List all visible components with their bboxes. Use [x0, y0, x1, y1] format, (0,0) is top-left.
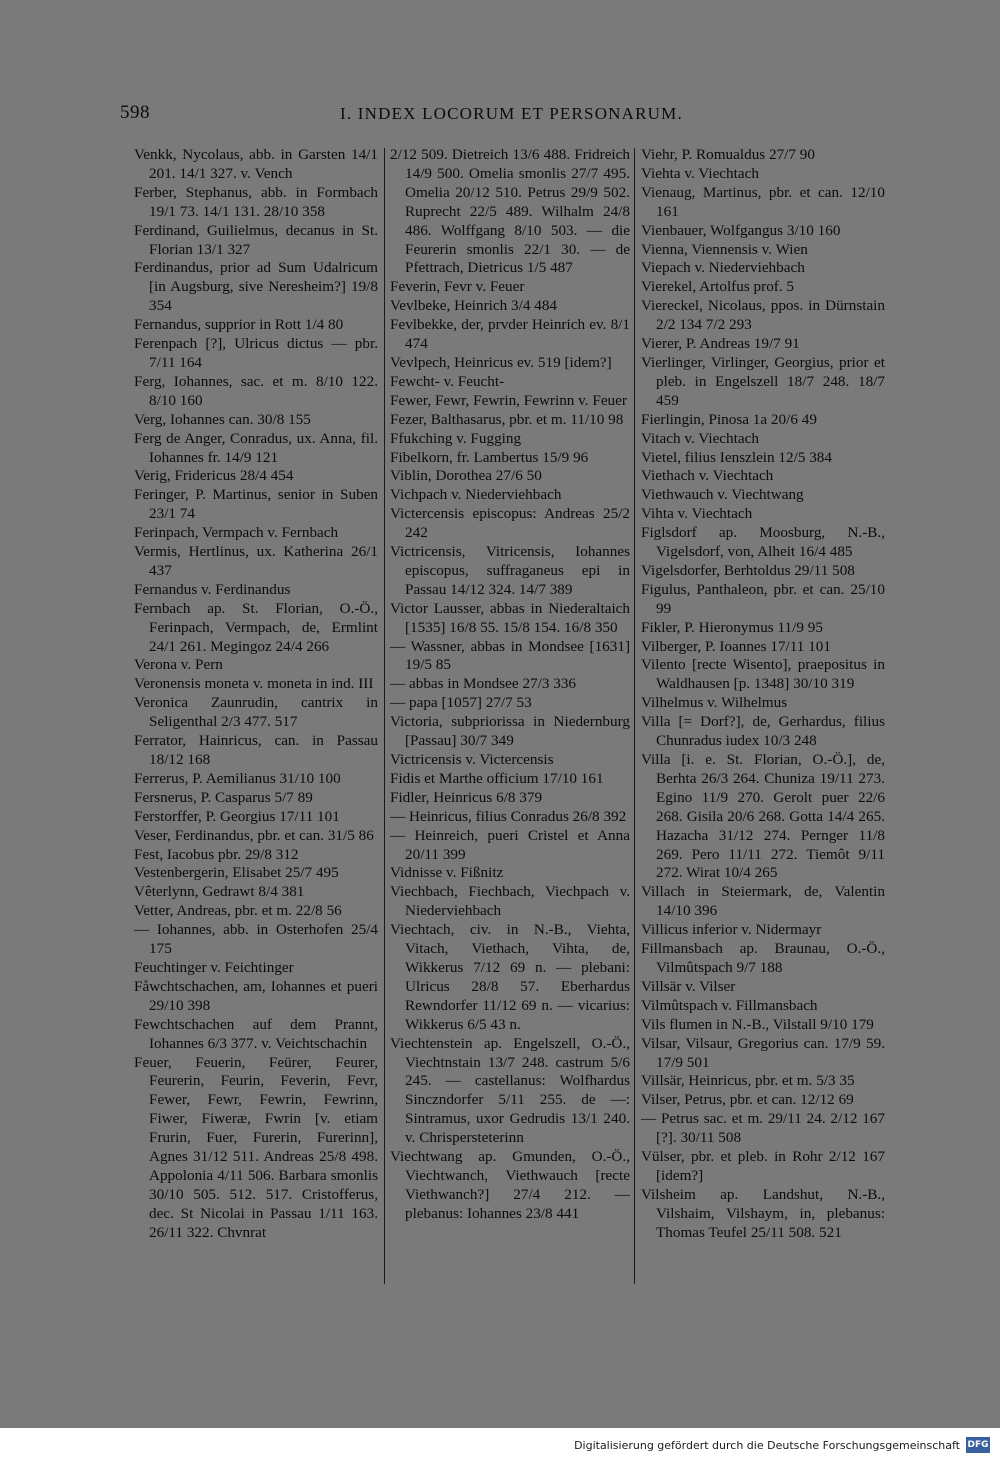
- index-entry: Vilmûtspach v. Fillmansbach: [641, 996, 818, 1014]
- index-entry: — Heinricus, filius Conradus 26/8 392: [390, 807, 627, 825]
- index-entry: Viethach v. Viechtach: [641, 467, 774, 485]
- index-entry: Feverin, Fevr v. Feuer: [390, 278, 525, 296]
- index-entry: Ffukching v. Fugging: [390, 429, 522, 447]
- index-entry: Fezer, Balthasarus, pbr. et m. 11/10 98: [390, 410, 624, 428]
- footer-credit: Digitalisierung gefördert durch die Deutsche Forschungsgemeinschaft: [574, 1439, 960, 1452]
- index-entry: Villa [i. e. St. Florian, O.-Ö.], de, Berhta 26/3 264. Chuniza 19/11 273. Egino 11/9 270. Gerolt puer 22/6 268. Gisila 20/6 268. Gotta 14/4 265. Hazacha 31/12 274. Pernger 11/8 269. Pero 11/11 272. Tiemôt 9/11 272. Wirat 10/4 265: [641, 751, 885, 882]
- index-entry: Villsär v. Vilser: [641, 977, 736, 995]
- index-entry: Ferdinandus, prior ad Sum Udalricum [in Augsburg, sive Neresheim?] 19/8 354: [134, 259, 378, 315]
- index-entry: Vilento [recte Wisento], praepositus in Waldhausen [p. 1348] 30/10 319: [641, 656, 885, 693]
- index-column-2: [390, 146, 630, 1224]
- index-entry: Verig, Fridericus 28/4 454: [134, 467, 294, 485]
- index-entry: Vierlinger, Virlinger, Georgius, prior et pleb. in Engelszell 18/7 248. 18/7 459: [641, 353, 885, 409]
- index-entry: Ferenpach [?], Ulricus dictus — pbr. 7/11 164: [134, 335, 378, 371]
- index-entry: Fernandus v. Ferdinandus: [134, 580, 291, 598]
- index-entry: Villach in Steiermark, de, Valentin 14/10 396: [641, 883, 885, 920]
- index-entry: Veser, Ferdinandus, pbr. et can. 31/5 86: [134, 826, 374, 844]
- index-entry: — Iohannes, abb. in Osterhofen 25/4 175: [134, 921, 378, 958]
- index-entry: Viblin, Dorothea 27/6 50: [390, 467, 542, 485]
- index-entry: Vienbauer, Wolfgangus 3/10 160: [641, 221, 841, 239]
- index-entry: Fevlbekke, der, prvder Heinrich ev. 8/1 474: [390, 316, 630, 353]
- dfg-logo: DFG: [966, 1437, 990, 1453]
- index-entry: Fernandus, supprior in Rott 1/4 80: [134, 316, 344, 334]
- index-entry: Feringer, P. Martinus, senior in Suben 23/1 74: [134, 486, 378, 523]
- index-entry: Vienna, Viennensis v. Wien: [641, 240, 808, 258]
- index-entry: Veronensis moneta v. moneta in ind. III: [134, 675, 374, 693]
- index-entry: Fewcht- v. Feucht-: [390, 372, 505, 390]
- digitization-footer: [0, 1428, 1000, 1466]
- index-entry: Fidler, Heinricus 6/8 379: [390, 788, 543, 806]
- index-column-1: [134, 146, 378, 1243]
- index-entry: Vils flumen in N.-B., Vilstall 9/10 179: [641, 1015, 874, 1033]
- index-entry: Fibelkorn, fr. Lambertus 15/9 96: [390, 448, 589, 466]
- index-entry: Ferinpach, Vermpach v. Fernbach: [134, 524, 339, 542]
- index-entry: Ferg, Iohannes, sac. et m. 8/10 122. 8/10 160: [134, 372, 378, 409]
- index-entry: Vermis, Hertlinus, ux. Katherina 26/1 437: [134, 543, 378, 579]
- index-entry: Vitach v. Viechtach: [641, 429, 759, 447]
- index-entry: Vetter, Andreas, pbr. et m. 22/8 56: [134, 902, 342, 920]
- index-entry: Fernbach ap. St. Florian, O.-Ö., Ferinpach, Vermpach, de, Ermlint 24/1 261. Megingoz 24/4 266: [134, 599, 378, 655]
- index-entry: Villicus inferior v. Nidermayr: [641, 921, 822, 939]
- index-entry: Victricensis, Vitricensis, Iohannes episcopus, suffraganeus epi in Passau 14/12 324. 14/7 389: [390, 543, 630, 598]
- index-entry: Fest, Iacobus pbr. 29/8 312: [134, 845, 299, 863]
- index-entry: Vevlbeke, Heinrich 3/4 484: [390, 297, 558, 315]
- index-entry: Viechtenstein ap. Engelszell, O.-Ö., Viechtnstain 13/7 248. castrum 5/6 245. — castellanus: Wolfhardus Sinczndorfer 5/11 255. de —: Sintramus, uxor Gedrudis 13/1 240. v. Chrispersteterinn: [390, 1034, 630, 1147]
- index-entry: Viethwauch v. Viechtwang: [641, 486, 804, 504]
- index-entry: Viehr, P. Romualdus 27/7 90: [641, 146, 815, 163]
- index-entry: Feuer, Feuerin, Feürer, Feurer, Feurerin, Feurin, Feverin, Fevr, Fewer, Fewr, Fewrin, Fewrinn, Fiwer, Fiweræ, Fwrin [v. etiam Frurin, Fuer, Furerin, Furerinn], Agnes 31/12 511. Andreas 25/8 498. Appolonia 4/11 506. Barbara smonlis 30/10 505. 512. 517. Cristofferus, dec. St Nicolai in Passau 1/11 163. 26/11 322. Chvnrat: [134, 1053, 378, 1241]
- index-entry: Figulus, Panthaleon, pbr. et can. 25/10 99: [641, 580, 885, 617]
- index-entry: Ferstorffer, P. Georgius 17/11 101: [134, 807, 340, 825]
- index-entry: 2/12 509. Dietreich 13/6 488. Fridreich 14/9 500. Omelia smonlis 27/7 495. Omelia 20/12 510. Petrus 29/9 502. Ruprecht 22/5 489. Wilhalm 24/8 486. Wolffgang 8/10 503. — die Feurerin smonlis 22/1 30. — de Pfettrach, Dietricus 1/5 487: [390, 146, 630, 277]
- index-entry: Feuchtinger v. Feichtinger: [134, 958, 294, 976]
- index-entry: Ferrator, Hainricus, can. in Passau 18/12 168: [134, 732, 378, 768]
- index-entry: Victercensis episcopus: Andreas 25/2 242: [390, 505, 630, 542]
- index-entry: Ferrerus, P. Aemilianus 31/10 100: [134, 769, 341, 787]
- index-entry: Fewer, Fewr, Fewrin, Fewrinn v. Feuer: [390, 391, 627, 409]
- index-entry: Veronica Zaunrudin, cantrix in Seligenthal 2/3 477. 517: [134, 694, 378, 731]
- index-entry: Fidis et Marthe officium 17/10 161: [390, 769, 604, 787]
- index-entry: Vierekel, Artolfus prof. 5: [641, 278, 795, 296]
- page-number: 598: [120, 102, 150, 123]
- index-entry: Victor Lausser, abbas in Niederaltaich [1535] 16/8 55. 15/8 154. 16/8 350: [390, 599, 630, 636]
- index-entry: Verg, Iohannes can. 30/8 155: [134, 410, 311, 428]
- index-entry: Vierer, P. Andreas 19/7 91: [641, 335, 800, 353]
- index-entry: Vilhelmus v. Wilhelmus: [641, 694, 788, 712]
- index-entry: — abbas in Mondsee 27/3 336: [390, 675, 577, 693]
- index-entry: Vevlpech, Heinricus ev. 519 [idem?]: [390, 353, 612, 371]
- index-entry: Viechbach, Fiechbach, Viechpach v. Niederviehbach: [390, 883, 630, 920]
- index-entry: Fåwchtschachen, am, Iohannes et pueri 29/10 398: [134, 977, 378, 1014]
- index-entry: Fersnerus, P. Casparus 5/7 89: [134, 788, 313, 806]
- index-entry: Ferg de Anger, Conradus, ux. Anna, fil. Iohannes fr. 14/9 121: [134, 429, 378, 466]
- column-divider: [384, 148, 385, 1284]
- index-entry: Vilsar, Vilsaur, Gregorius can. 17/9 59. 17/9 501: [641, 1034, 885, 1071]
- index-entry: Ferdinand, Guilielmus, decanus in St. Florian 13/1 327: [134, 221, 378, 258]
- index-entry: — Petrus sac. et m. 29/11 24. 2/12 167 [?]. 30/11 508: [641, 1110, 885, 1147]
- index-entry: Victoria, subpriorissa in Niedernburg [Passau] 30/7 349: [390, 713, 630, 750]
- index-entry: Vilberger, P. Ioannes 17/11 101: [641, 637, 831, 655]
- index-entry: Venkk, Nycolaus, abb. in Garsten 14/1 201. 14/1 327. v. Vench: [134, 146, 378, 182]
- index-entry: — Wassner, abbas in Mondsee [1631] 19/5 85: [390, 637, 630, 674]
- index-entry: — Heinreich, pueri Cristel et Anna 20/11 399: [390, 826, 630, 863]
- index-entry: Viechtach, civ. in N.-B., Viehta, Vitach, Viethach, Vihta, de, Wikkerus 7/12 69 n. — plebani: Ulricus 28/8 57. Eberhardus Rewndorfer 11/12 69 n. — vicarius: Wikkerus 6/5 43 n.: [390, 921, 630, 1033]
- index-entry: Viehta v. Viechtach: [641, 164, 759, 182]
- index-entry: Vietel, filius Ienszlein 12/5 384: [641, 448, 832, 466]
- index-entry: — papa [1057] 27/7 53: [390, 694, 532, 712]
- index-entry: Fillmansbach ap. Braunau, O.-Ö., Vilmûtspach 9/7 188: [641, 940, 885, 976]
- index-entry: Vilser, Petrus, pbr. et can. 12/12 69: [641, 1091, 854, 1109]
- index-entry: Fewchtschachen auf dem Prannt, Iohannes 6/3 377. v. Veichtschachin: [134, 1015, 378, 1052]
- index-entry: Vülser, pbr. et pleb. in Rohr 2/12 167 [idem?]: [641, 1148, 885, 1184]
- index-entry: Fikler, P. Hieronymus 11/9 95: [641, 618, 823, 636]
- index-entry: Villsär, Heinricus, pbr. et m. 5/3 35: [641, 1072, 855, 1090]
- index-entry: Villa [= Dorf?], de, Gerhardus, filius Chunradus iudex 10/3 248: [641, 713, 885, 750]
- index-entry: Vêterlynn, Gedrawt 8/4 381: [134, 883, 305, 901]
- index-entry: Verona v. Pern: [134, 656, 223, 674]
- index-entry: Vigelsdorfer, Berhtoldus 29/11 508: [641, 561, 855, 579]
- index-entry: Ferber, Stephanus, abb. in Formbach 19/1 73. 14/1 131. 28/10 358: [134, 183, 378, 220]
- index-column-3: [641, 146, 885, 1243]
- index-entry: Viepach v. Niederviehbach: [641, 259, 805, 277]
- index-entry: Vidnisse v. Fißnitz: [390, 864, 504, 882]
- index-entry: Viechtwang ap. Gmunden, O.-Ö., Viechtwanch, Viethwauch [recte Viethwanch?] 27/4 212. — plebanus: Iohannes 23/8 441: [390, 1148, 630, 1222]
- index-entry: Vihta v. Viechtach: [641, 505, 753, 523]
- index-entry: Vienaug, Martinus, pbr. et can. 12/10 161: [641, 183, 885, 220]
- index-entry: Vichpach v. Niederviehbach: [390, 486, 562, 504]
- running-head: I. INDEX LOCORUM ET PERSONARUM.: [340, 104, 683, 123]
- index-entry: Vestenbergerin, Elisabet 25/7 495: [134, 864, 339, 882]
- index-entry: Viereckel, Nicolaus, ppos. in Dürnstain 2/2 134 7/2 293: [641, 297, 885, 334]
- index-entry: Victricensis v. Victercensis: [390, 751, 554, 768]
- index-entry: Vilsheim ap. Landshut, N.-B., Vilshaim, Vilshaym, in, plebanus: Thomas Teufel 25/11 508. 521: [641, 1185, 885, 1241]
- index-entry: Figlsdorf ap. Moosburg, N.-B., Vigelsdorf, von, Alheit 16/4 485: [641, 524, 885, 561]
- column-divider: [634, 148, 635, 1284]
- index-entry: Fierlingin, Pinosa 1a 20/6 49: [641, 410, 817, 428]
